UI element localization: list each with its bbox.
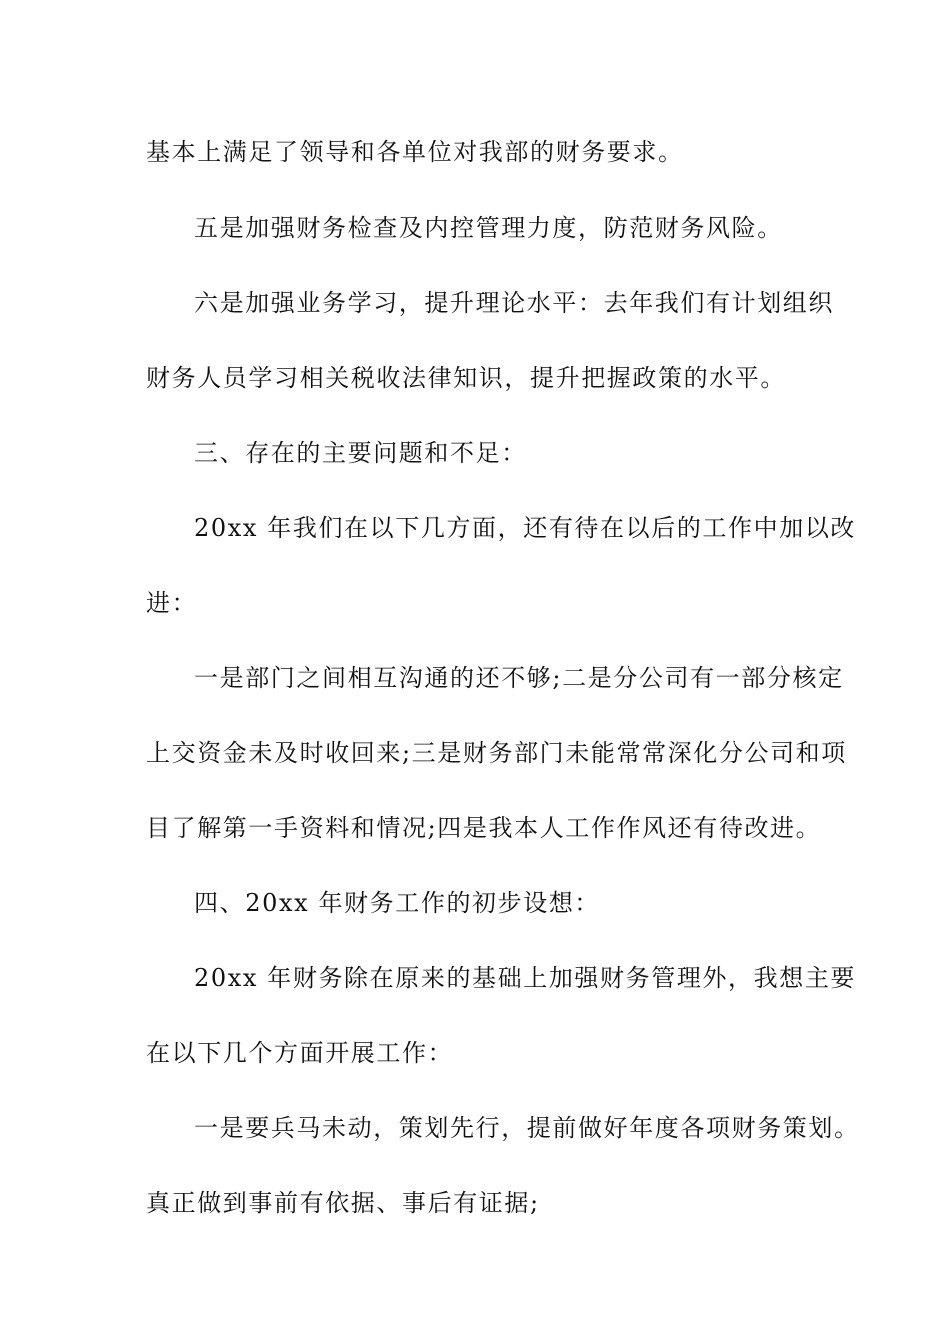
text-line: 五是加强财务检查及内控管理力度，防范财务风险。 bbox=[194, 214, 783, 242]
text-line: 上交资金未及时收回来;三是财务部门未能常常深化分公司和项 bbox=[146, 739, 847, 767]
text-line: 一是部门之间相互沟通的还不够;二是分公司有一部分核定 bbox=[194, 664, 844, 692]
text-line: 财务人员学习相关税收法律知识，提升把握政策的水平。 bbox=[146, 364, 786, 392]
text-line: 进： bbox=[146, 589, 198, 617]
text-line: 在以下几个方面开展工作： bbox=[146, 1039, 454, 1067]
text-line: 一是要兵马未动，策划先行，提前做好年度各项财务策划。 bbox=[194, 1114, 860, 1142]
text-line: 六是加强业务学习，提升理论水平：去年我们有计划组织 bbox=[194, 289, 834, 317]
section-heading: 四、20xx 年财务工作的初步设想： bbox=[194, 889, 601, 917]
text-line: 目了解第一手资料和情况;四是我本人工作作风还有待改进。 bbox=[146, 814, 822, 842]
text-line: 基本上满足了领导和各单位对我部的财务要求。 bbox=[146, 138, 684, 166]
text-line: 20xx 年我们在以下几方面，还有待在以后的工作中加以改 bbox=[194, 514, 857, 542]
text-line: 20xx 年财务除在原来的基础上加强财务管理外，我想主要 bbox=[194, 964, 857, 992]
section-heading: 三、存在的主要问题和不足： bbox=[194, 439, 527, 467]
text-line: 真正做到事前有依据、事后有证据; bbox=[146, 1189, 540, 1217]
